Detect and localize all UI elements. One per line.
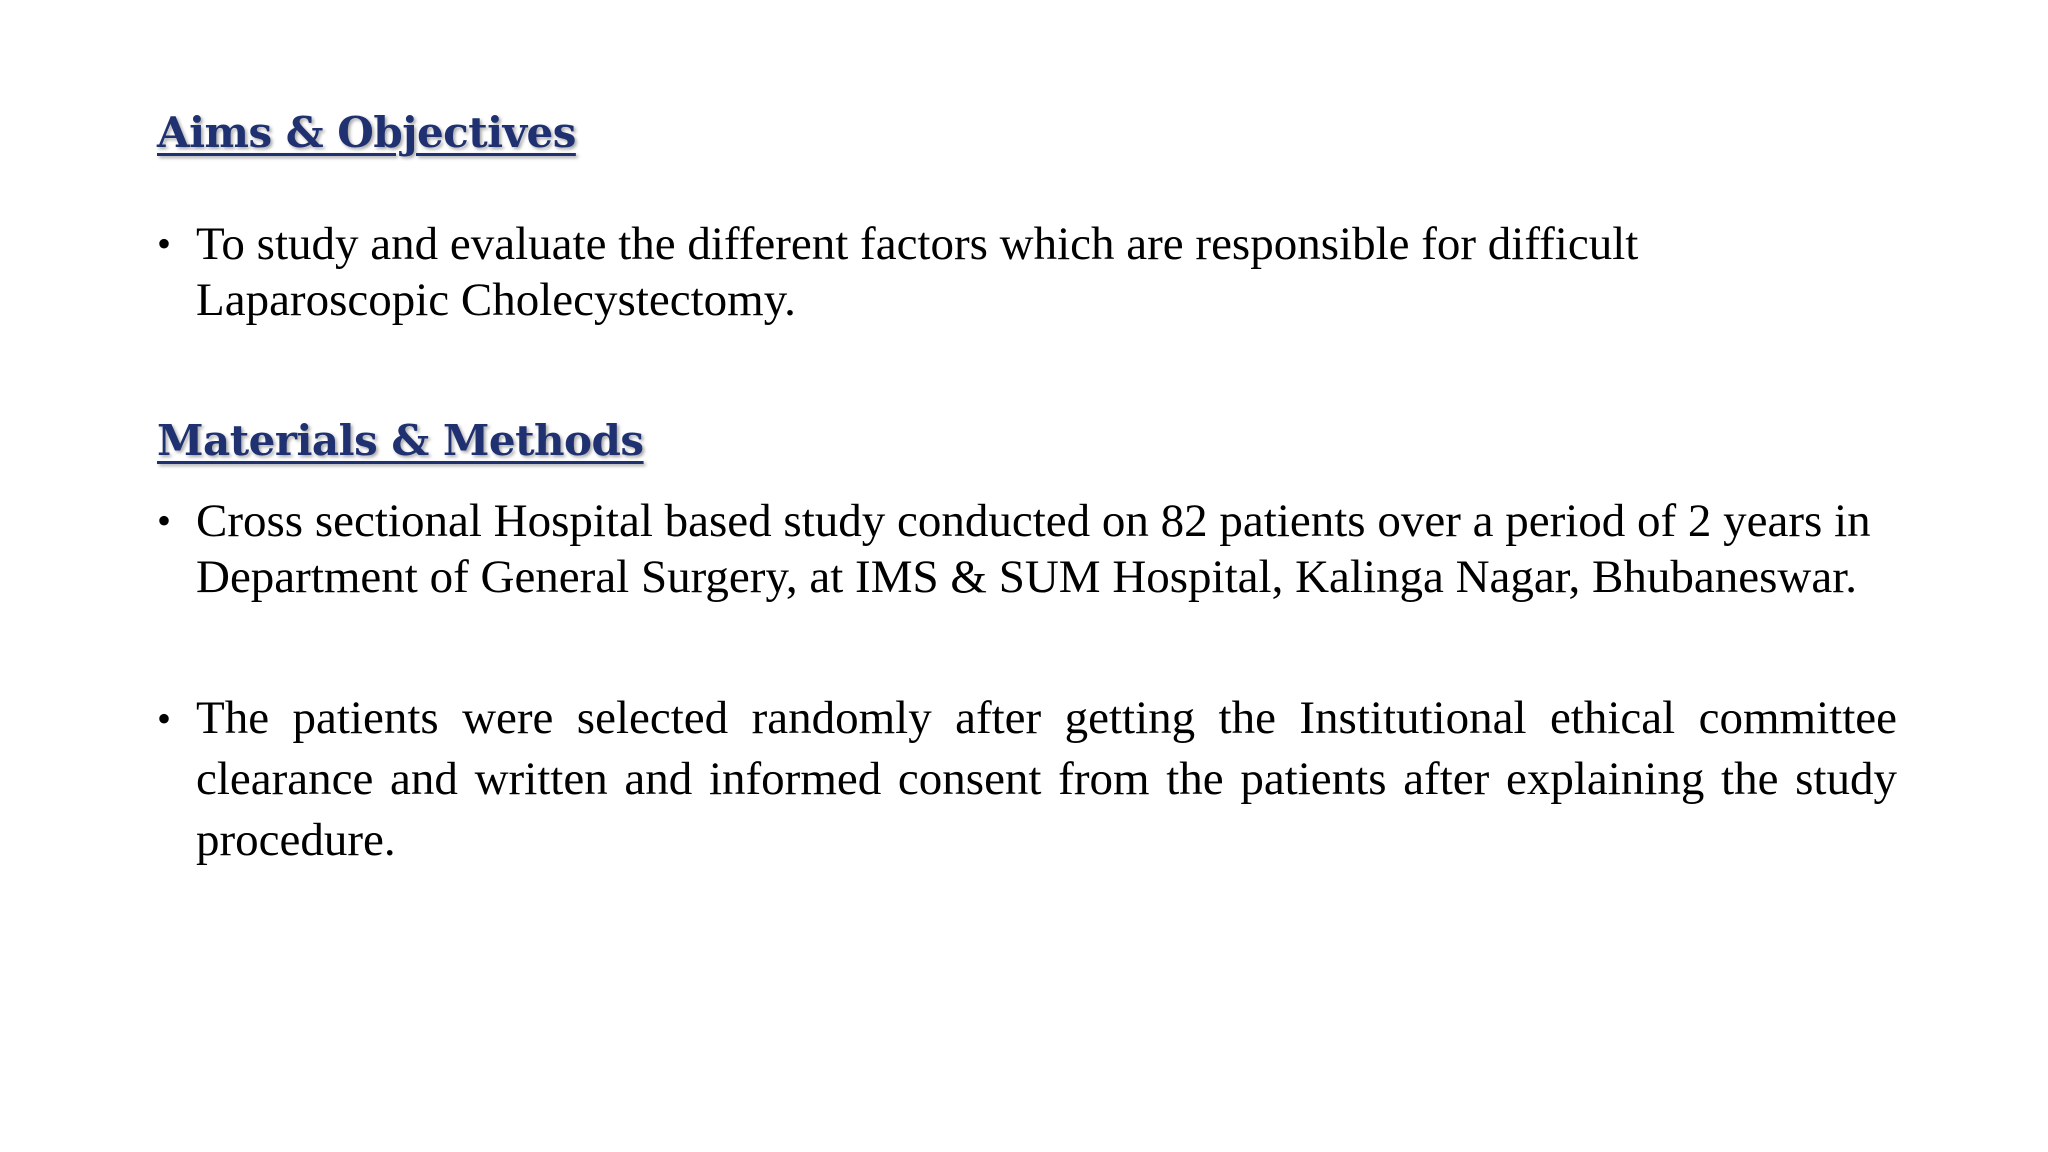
bullet-marker: • [157,221,172,266]
methods-bullet-text: The patients were selected randomly after getting the Institutional ethical committee clearance and written and informed consent from the patients after explaining the study procedure. [196,692,1897,866]
aims-heading: Aims & Objectives [157,108,576,157]
bullet-marker: • [157,696,172,741]
methods-bullet-text: Cross sectional Hospital based study conducted on 82 patients over a period of 2 years in Department of General Surgery, at IMS & SUM Hospital, Kalinga Nagar, Bhubaneswar. [196,495,1871,603]
aims-bullet-text: To study and evaluate the different factors which are responsible for difficult Laparoscopic Cholecystectomy. [196,218,1639,326]
methods-heading: Materials & Methods [157,416,644,465]
bullet-marker: • [157,498,172,543]
aims-bullet-item [157,216,1897,328]
methods-bullet-item [157,688,1897,871]
methods-bullet-item [157,493,1897,605]
